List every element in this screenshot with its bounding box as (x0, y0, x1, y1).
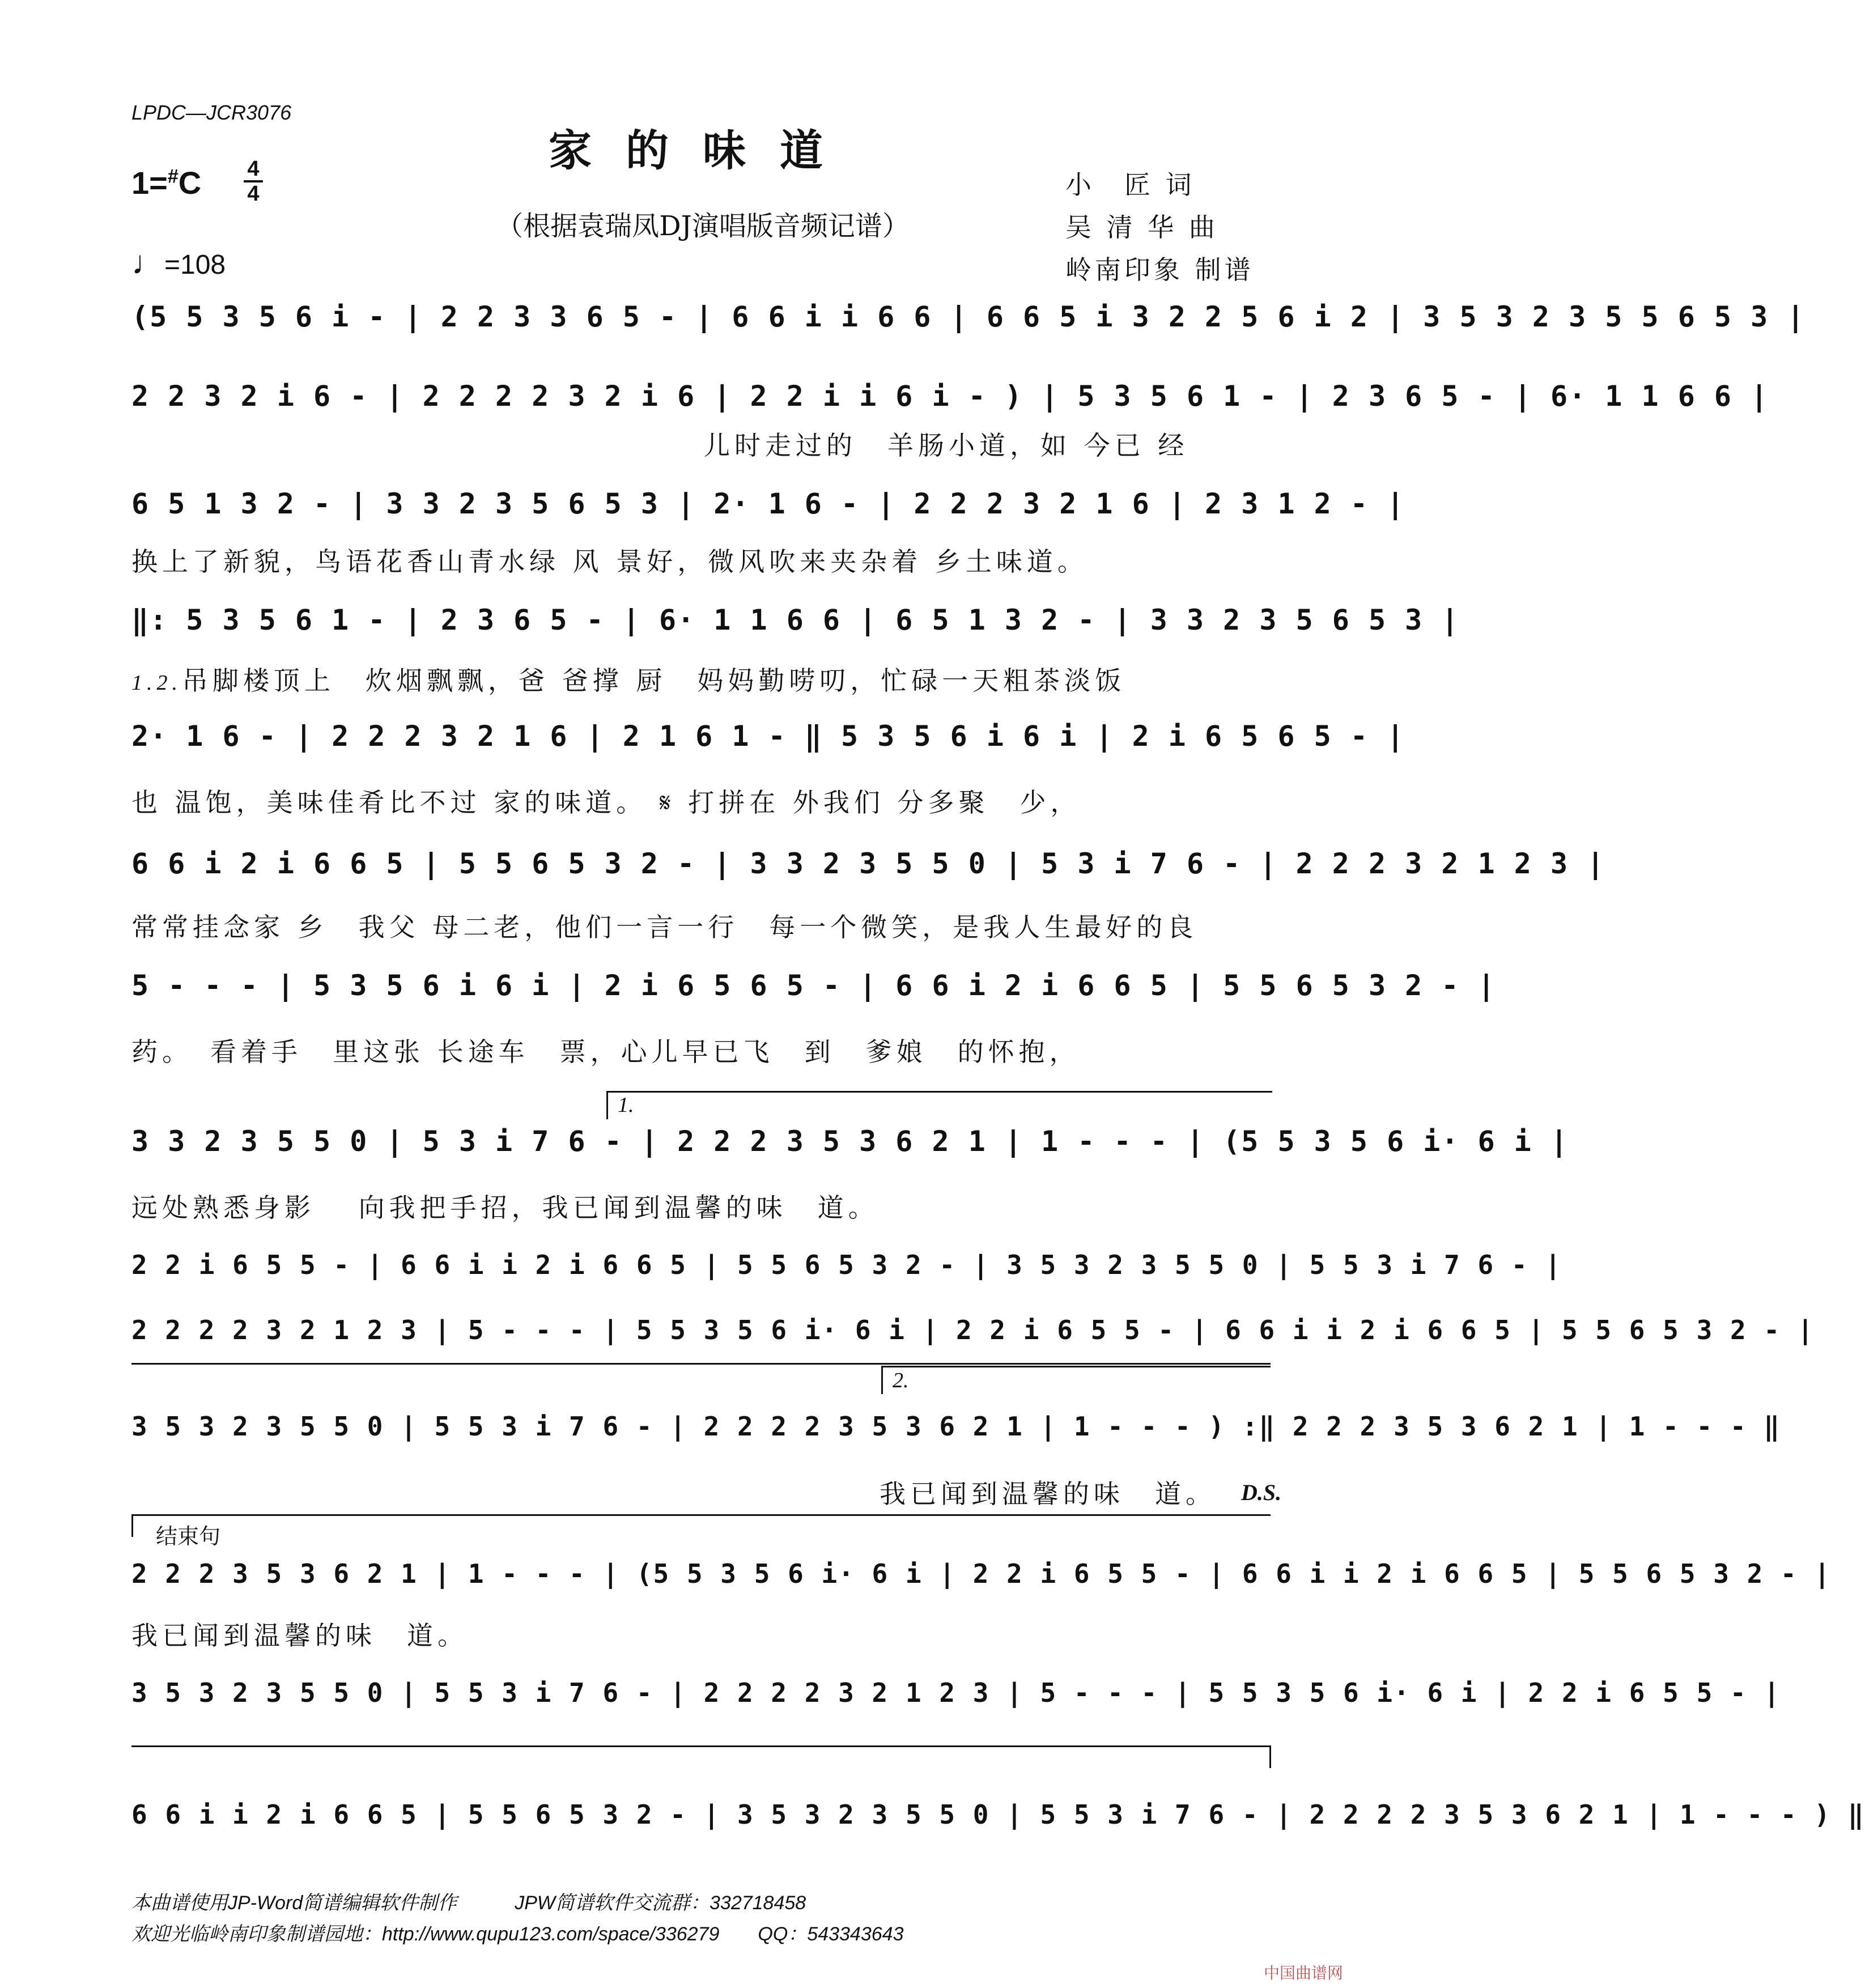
footer-line-2: 欢迎光临岭南印象制谱园地：http://www.qupu123.com/space/336279 QQ：543343643 (131, 1923, 904, 1945)
score-system-3: 6 5 1 3 2 - | 3 3 2 3 5 6 5 3 | 2· 1 6 - | 2 2 2 3 2 1 6 | 2 3 1 2 - | (131, 487, 1405, 520)
lyrics-line-7: 药。 看着手 里这张 长途车 票，心儿早已飞 到 爹娘 的怀抱， (131, 1037, 1080, 1067)
lyrics-line-3: 换上了新貌，鸟语花香山青水绿 风 景好，微风吹来夹杂着 乡土味道。 (131, 546, 1088, 577)
score-system-4: ‖: 5 3 5 6 1 - | 2 3 6 5 - | 6· 1 1 6 6 | 6 5 1 3 2 - | 3 3 2 3 5 6 5 3 | (131, 604, 1460, 636)
meter-bottom: 4 (247, 182, 260, 206)
transcriber-credit: 岭南印象 制谱 (1065, 254, 1254, 285)
footer-line-1: 本曲谱使用JP-Word简谱编辑软件制作 JPW简谱软件交流群：332718458 (131, 1892, 806, 1914)
score-system-1: (5 5 3 5 6 i - | 2 2 3 3 6 5 - | 6 6 i i 6 6 | 6 6 5 i 3 2 2 5 6 i 2 | 3 5 3 2 3 5 5 6 5 3 | (131, 300, 1805, 333)
lyricist-credit: 小 匠 词 (1065, 169, 1195, 200)
score-system-5: 2· 1 6 - | 2 2 2 3 2 1 6 | 2 1 6 1 - ‖ 5 3 5 6 i 6 i | 2 i 6 5 6 5 - | (131, 720, 1405, 753)
score-system-13: 3 5 3 2 3 5 5 0 | 5 5 3 i 7 6 - | 2 2 2 2 3 2 1 2 3 | 5 - - - | 5 5 3 5 6 i· 6 i | 2 2 i 6 5 5 - | (131, 1677, 1781, 1708)
lyrics-line-11: 我已闻到温馨的味 道。 (880, 1479, 1216, 1509)
composer-credit: 吴 清 华 曲 (1065, 212, 1218, 243)
score-system-10: 2 2 2 2 3 2 1 2 3 | 5 - - - | 5 5 3 5 6 i· 6 i | 2 2 i 6 5 5 - | 6 6 i i 2 i 6 6 5 | 5 5 6 5 3 2 - | (131, 1315, 1815, 1345)
score-system-7: 5 - - - | 5 3 5 6 i 6 i | 2 i 6 5 6 5 - | 6 6 i 2 i 6 6 5 | 5 5 6 5 3 2 - | (131, 969, 1496, 1002)
lyrics-line-5: 也 温饱，美味佳肴比不过 家的味道。 𝄋 打拼在 外我们 分多聚 少， (131, 787, 1081, 818)
key-signature: 1=#C (131, 165, 202, 201)
lyrics-line-12: 我已闻到温馨的味 道。 (131, 1620, 468, 1651)
score-system-11: 3 5 3 2 3 5 5 0 | 5 5 3 i 7 6 - | 2 2 2 2 3 5 3 6 2 1 | 1 - - - ) :‖ 2 2 2 3 5 3 6 2 1 | 1 - - - ‖ (131, 1411, 1781, 1442)
time-signature (244, 158, 263, 205)
verse-label: 1.2. (131, 671, 182, 695)
score-system-8: 3 3 2 3 5 5 0 | 5 3 i 7 6 - | 2 2 2 3 5 3 6 2 1 | 1 - - - | (5 5 3 5 6 i· 6 i | (131, 1125, 1569, 1158)
coda-label: 结束句 (156, 1524, 221, 1549)
lyrics-line-2: 儿时走过的 羊肠小道，如 今已 经 (704, 430, 1189, 461)
score-system-6: 6 6 i 2 i 6 6 5 | 5 5 6 5 3 2 - | 3 3 2 3 5 5 0 | 5 3 i 7 6 - | 2 2 2 3 2 1 2 3 | (131, 847, 1605, 880)
lyrics-line-4: 1.2.吊脚楼顶上 炊烟飘飘，爸 爸撑 厨 妈妈勤唠叨，忙碌一天粗茶淡饭 (131, 665, 1126, 696)
page-title: 家的味道 (549, 125, 857, 176)
score-code: LPDC—JCR3076 (131, 101, 292, 124)
meter-top: 4 (247, 157, 260, 181)
quarter-note-icon: ♩ (131, 244, 164, 281)
page-subtitle: （根据袁瑞凤DJ演唱版音频记谱） (496, 210, 910, 242)
lyrics-line-8: 远处熟悉身影 向我把手招，我已闻到温馨的味 道。 (131, 1192, 879, 1223)
lyrics-line-6: 常常挂念家 乡 我父 母二老，他们一言一行 每一个微笑，是我人生最好的良 (131, 912, 1198, 942)
volta-2: 2. (893, 1369, 909, 1392)
site-watermark: 中国曲谱网 (1264, 1964, 1344, 1982)
score-system-2: 2 2 3 2 i 6 - | 2 2 2 2 3 2 i 6 | 2 2 i i 6 i - ) | 5 3 5 6 1 - | 2 3 6 5 - | 6· 1 1 6 6 | (131, 380, 1769, 413)
score-system-9: 2 2 i 6 5 5 - | 6 6 i i 2 i 6 6 5 | 5 5 6 5 3 2 - | 3 5 3 2 3 5 5 0 | 5 5 3 i 7 6 - | (131, 1250, 1562, 1280)
score-system-14: 6 6 i i 2 i 6 6 5 | 5 5 6 5 3 2 - | 3 5 3 2 3 5 5 0 | 5 5 3 i 7 6 - | 2 2 2 2 3 5 3 6 2 1 | 1 - - - ) ‖ (131, 1799, 1865, 1830)
volta-1: 1. (618, 1093, 634, 1117)
dal-segno-mark: D.S. (1241, 1480, 1282, 1505)
score-system-12: 2 2 2 3 5 3 6 2 1 | 1 - - - | (5 5 3 5 6 i· 6 i | 2 2 i 6 5 5 - | 6 6 i i 2 i 6 6 5 | 5 5 6 5 3 2 - | (131, 1558, 1832, 1589)
tempo-mark: ♩=108 (131, 244, 226, 281)
